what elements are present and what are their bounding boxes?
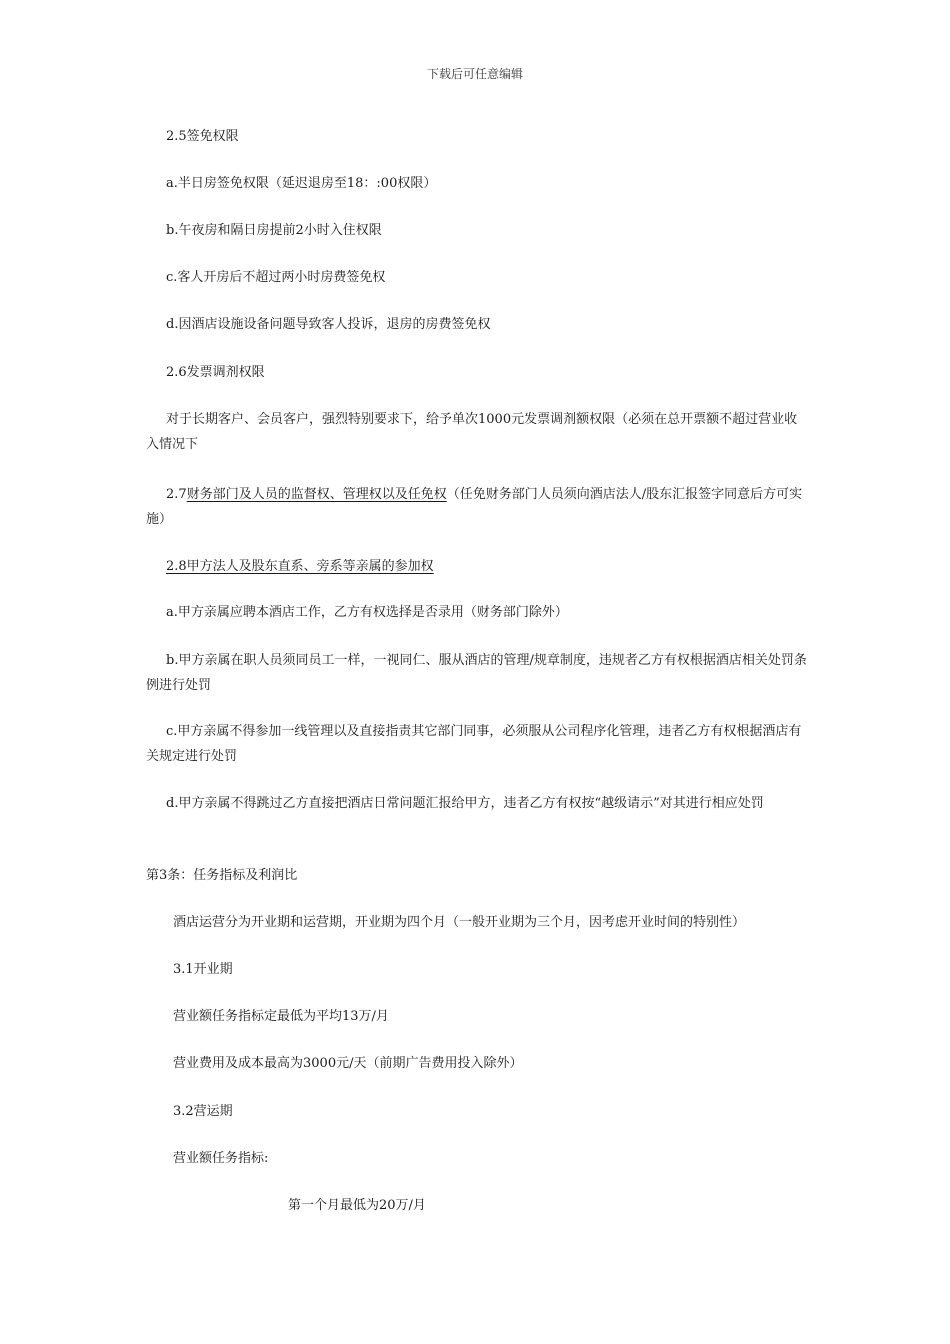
section-2-7-underlined: 财务部门及人员的监督权、管理权以及任免权: [186, 487, 447, 502]
section-2-8-title-text: 2.8甲方法人及股东直系、旁系等亲属的参加权: [166, 559, 434, 574]
page-header: 下载后可任意编辑: [426, 67, 523, 81]
section-2-8-title: [146, 554, 810, 579]
section-3-1-revenue: 营业额任务指标定最低为平均13万/月: [173, 1009, 389, 1024]
section-2-6-body: 对于长期客户、会员客户，强烈特别要求下，给予单次1000元发票调剂额权限（必须在总开票额不超过营业收入情况下: [146, 412, 798, 452]
section-3-1-cost: 营业费用及成本最高为3000元/天（前期广告费用投入除外）: [173, 1056, 523, 1071]
item-2-5-c: c.客人开房后不超过两小时房费签免权: [166, 270, 386, 285]
section-2-7-number: 2.7: [166, 487, 187, 502]
section-2-7: [146, 482, 810, 532]
section-3-2-revenue-label: 营业额任务指标:: [173, 1151, 269, 1166]
article-3-title: 第3条：任务指标及利润比: [146, 868, 298, 883]
item-2-8-c: c.甲方亲属不得参加一线管理以及直接指责其它部门同事，必须服从公司程序化管理，违者乙方有权根据酒店有关规定进行处罚: [146, 724, 802, 764]
article-3-intro: 酒店运营分为开业期和运营期，开业期为四个月（一般开业期为三个月，因考虑开业时间的特别性）: [173, 915, 746, 930]
item-2-5-b: b.午夜房和隔日房提前2小时入住权限: [166, 223, 382, 238]
item-2-8-d: d.甲方亲属不得跳过乙方直接把酒店日常问题汇报给甲方，违者乙方有权按“越级请示”对其进行相应处罚: [166, 796, 764, 811]
section-2-7-rest: （任免财务部门人员须向酒店法人/股东汇报签字同意后方可实施）: [146, 487, 803, 527]
section-3-2-month-1: 第一个月最低为20万/月: [288, 1198, 426, 1213]
item-2-8-b: b.甲方亲属在职人员须同员工一样，一视同仁、服从酒店的管理/规章制度，违规者乙方有权根据酒店相关处罚条例进行处罚: [146, 653, 807, 693]
section-2-5-title: 2.5签免权限: [166, 129, 239, 144]
item-2-8-a: a.甲方亲属应聘本酒店工作，乙方有权选择是否录用（财务部门除外）: [166, 605, 568, 620]
section-3-1-title: 3.1开业期: [173, 962, 233, 977]
item-2-5-a: a.半日房签免权限（延迟退房至18：:00权限）: [166, 176, 437, 191]
section-2-6-title: 2.6发票调剂权限: [166, 365, 265, 380]
section-3-2-title: 3.2营运期: [173, 1104, 233, 1119]
item-2-5-d: d.因酒店设施设备问题导致客人投诉，退房的房费签免权: [166, 317, 491, 332]
